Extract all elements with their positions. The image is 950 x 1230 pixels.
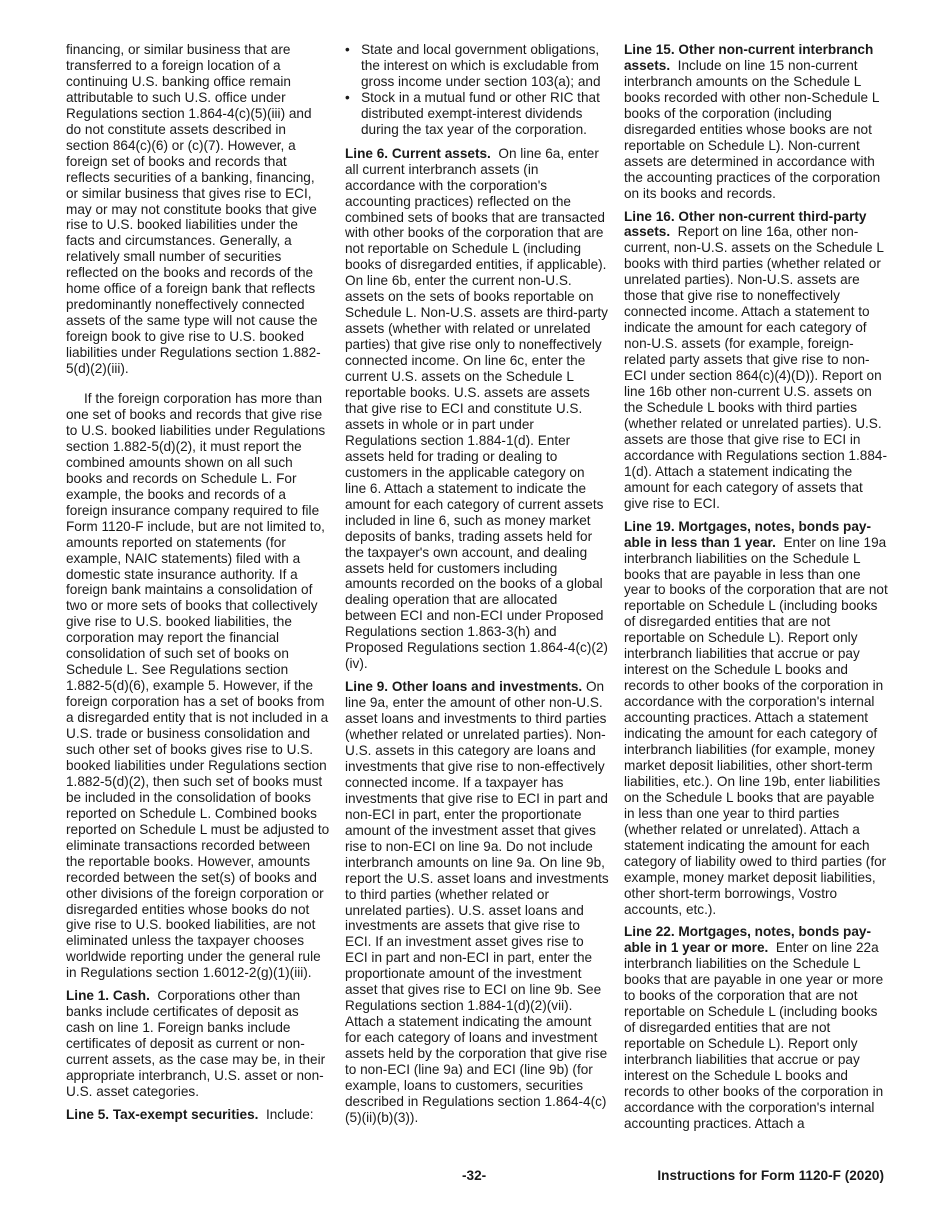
text-line-6: On line 6a, enter all current interbranch assets (in accordance with the corporation's accounting practices) reflected on the combined sets of books that are transacted with other books of the corporation that are not reportable on Schedule L (including books of disregarded entities, if applicable). On line 6b, enter the current non-U.S. assets on the sets of books reportable on Schedule L. Non-U.S. assets are third-party assets (whether with related or unrelated parties) that give rise only to noneffectively connected income. On line 6c, enter the current U.S. assets on the Schedule L reportable books. U.S. assets are assets that give rise to ECI and constitute U.S. assets in whole or in part under Regulations section 1.884-1(d). Enter assets held for trading or dealing to customers in the applicable category on line 6. Attach a statement to indicate the amount for each category of current assets included in line 6, such as money market deposits of banks, trading assets held for the taxpayer's own account, and dealing assets held for customers including amounts recorded on the books of a global dealing operation that are allocated between ECI and non-ECI under Proposed Regulations section 1.863-3(h) and Proposed Regulations section 1.864-4(c)(2)(iv).: [345, 145, 608, 672]
section-line-15: [624, 42, 888, 202]
text-line-5: Include:: [265, 1106, 314, 1122]
heading-line-1: Line 1. Cash.: [66, 988, 150, 1004]
bullet-list: [345, 42, 609, 138]
bullet-icon: •: [345, 89, 362, 105]
text-line-22: Enter on line 22a interbranch liabilities on the Schedule L books that are payable in one year or more to books of the corporation that are not reportable on Schedule L (including books of disregarded entities that are not reportable on Schedule L). Report only interbranch liabilities that accrue or pay interest on the Schedule L books and records to other books of the corporation in accordance with the corporation's internal accounting practices. Attach a: [624, 940, 884, 1131]
form-title: Instructions for Form 1120-F (2020): [657, 1168, 884, 1183]
column-middle: [345, 42, 609, 1133]
section-line-19: [624, 519, 888, 918]
paragraph-multiple-books: If the foreign corporation has more than one set of books and records that give rise to U.S. booked liabilities under Regulations section 1.882-5(d)(2), it must report the combined amounts shown on all such books and records on Schedule L. For example, the books and records of a foreign insurance company required to file Form 1120-F include, but are not limited to, amounts reported on statements (for example, NAIC statements) filed with a domestic state insurance authority. If a foreign bank maintains a consolidation of two or more sets of books that collectively give rise to U.S. booked liabilities, the corporation may report the financial consolidation of such set of books on Schedule L. See Regulations section 1.882-5(d)(6), example 5. However, if the foreign corporation has a set of books from a disregarded entity that is not included in a U.S. trade or business consolidation and such other set of books gives rise to U.S. booked liabilities under Regulations section 1.882-5(d)(2), then such set of books must be included in the consolidation of books reported on Schedule L. Combined books reported on Schedule L must be adjusted to eliminate transactions recorded between the reportable books. However, amounts recorded between the set(s) of books and other divisions of the foreign corporation or disregarded entities whose books do not give rise to U.S. booked liabilities, are not eliminated unless the taxpayer chooses worldwide reporting under the general rule in Regulations section 1.6012-2(g)(1)(iii).: [66, 391, 330, 981]
page-number: -32-: [462, 1168, 487, 1183]
section-line-1-cash: [66, 988, 330, 1100]
text-line-1: Corporations other than banks include certificates of deposit as cash on line 1. Foreign banks include certificates of deposit as current or non-current assets, as the case may be, in their appropriate interbranch, U.S. asset or non-U.S. asset categories.: [66, 988, 326, 1099]
bullet-item-1: [345, 42, 609, 90]
heading-line-22: Line 22. Mortgages, notes, bonds payable in 1 year or more.: [624, 924, 871, 956]
heading-line-6: Line 6. Current assets.: [345, 145, 491, 161]
text-line-19: Enter on line 19a interbranch liabilities on the Schedule L books that are payable in less than one year to books of the corporation that are not reportable on Schedule L (including books of disregarded entities that are not reportable on Schedule L). Report only interbranch liabilities that accrue or pay interest on the Schedule L books and records to other books of the corporation in accordance with the corporation's internal accounting practices. Attach a statement indicating the amount for each category of interbranch liabilities (for example, money market deposit liabilities, other short-term liabilities, etc.). On line 19b, enter liabilities on the Schedule L books that are payable in less than one year to third parties (whether related or unrelated). Attach a statement indicating the amount for each category of liability owed to third parties (for example, money market deposit liabilities, other short-term borrowings, Vostro accounts, etc.).: [624, 534, 888, 917]
text-line-16: Report on line 16a, other non-current, non-U.S. assets on the Schedule L books with third parties (whether related or unrelated parties). Non-U.S. assets are those that give rise to noneffectively connected income. Attach a statement to indicate the amount for each category of non-U.S. assets (for example, foreign-related party assets that give rise to non-ECI under section 864(c)(4)(D)). Report on line 16b other non-current U.S. assets on the Schedule L books with third parties (whether related or unrelated parties). U.S. assets are those that give rise to ECI in accordance with Regulations section 1.884-1(d). Attach a statement indicating the amount for each category of assets that give rise to ECI.: [624, 224, 887, 511]
section-line-5: [66, 1107, 330, 1123]
column-left: [66, 42, 330, 1130]
bullet-icon: •: [345, 42, 362, 57]
bullet-item-2: [345, 90, 609, 138]
paragraph-securities-continued: financing, or similar business that are transferred to a foreign location of a continuing U.S. banking office remain attributable to such U.S. office under Regulations section 1.864-4(c)(5)(iii) and do not constitute assets described in section 864(c)(6) or (c)(7). However, a foreign set of books and records that reflects securities of a banking, financing, or similar business that gives rise to ECI, may or may not constitute books that give rise to U.S. booked liabilities under the facts and circumstances. Generally, a relatively small number of securities reflected on the books and records of the home office of a foreign bank that reflects predominantly noneffectively connected assets of the same type will not cause the foreign book to give rise to U.S. booked liabilities under Regulations section 1.882-5(d)(2)(iii).: [66, 42, 321, 377]
column-right: [624, 42, 888, 1139]
heading-line-9: Line 9. Other loans and investments.: [345, 679, 583, 695]
heading-line-16: Line 16. Other non-current third-party assets.: [624, 208, 867, 240]
heading-line-19: Line 19. Mortgages, notes, bonds payable in less than 1 year.: [624, 518, 871, 550]
text-line-15: Include on line 15 non-current interbranch amounts on the Schedule L books recorded with other non-Schedule L books of the corporation (including disregarded entities whose books are not reportable on Schedule L). Non-current assets are determined in accordance with the accounting practices of the corporation on its books and records.: [624, 57, 881, 201]
section-line-22: [624, 924, 888, 1131]
section-line-9: [345, 679, 609, 1126]
section-line-16: [624, 209, 888, 512]
heading-line-15: Line 15. Other non-current interbranch assets.: [624, 42, 874, 73]
section-line-6: [345, 146, 609, 672]
heading-line-5: Line 5. Tax-exempt securities.: [66, 1106, 259, 1122]
text-line-9: On line 9a, enter the amount of other non-U.S. asset loans and investments to third parties (whether related or unrelated parties). Non-U.S. assets in this category are loans and investments that give rise to non-effectively connected income. If a taxpayer has investments that give rise to ECI in part and non-ECI in part, enter the proportionate amount of the investment asset that gives rise to non-ECI on line 9a. Do not include interbranch amounts on line 9a. On line 9b, report the U.S. asset loans and investments to third parties (whether related or unrelated parties). U.S. asset loans and investments are assets that give rise to ECI. If an investment asset gives rise to ECI in part and non-ECI in part, enter the proportionate amount of the investment asset that gives rise to ECI on line 9b. See Regulations section 1.884-1(d)(2)(vii). Attach a statement indicating the amount for each category of loans and investment assets held by the corporation that give rise to non-ECI (line 9a) and ECI (line 9b) (for example, loans to customers, securities described in Regulations section 1.864-4(c)(5)(ii)(b)(3)).: [345, 679, 609, 1125]
bullet-text: Stock in a mutual fund or other RIC that distributed exempt-interest dividends during the tax year of the corporation.: [361, 89, 600, 137]
bullet-text: State and local government obligations, the interest on which is excludable from gross income under section 103(a); and: [361, 42, 601, 89]
